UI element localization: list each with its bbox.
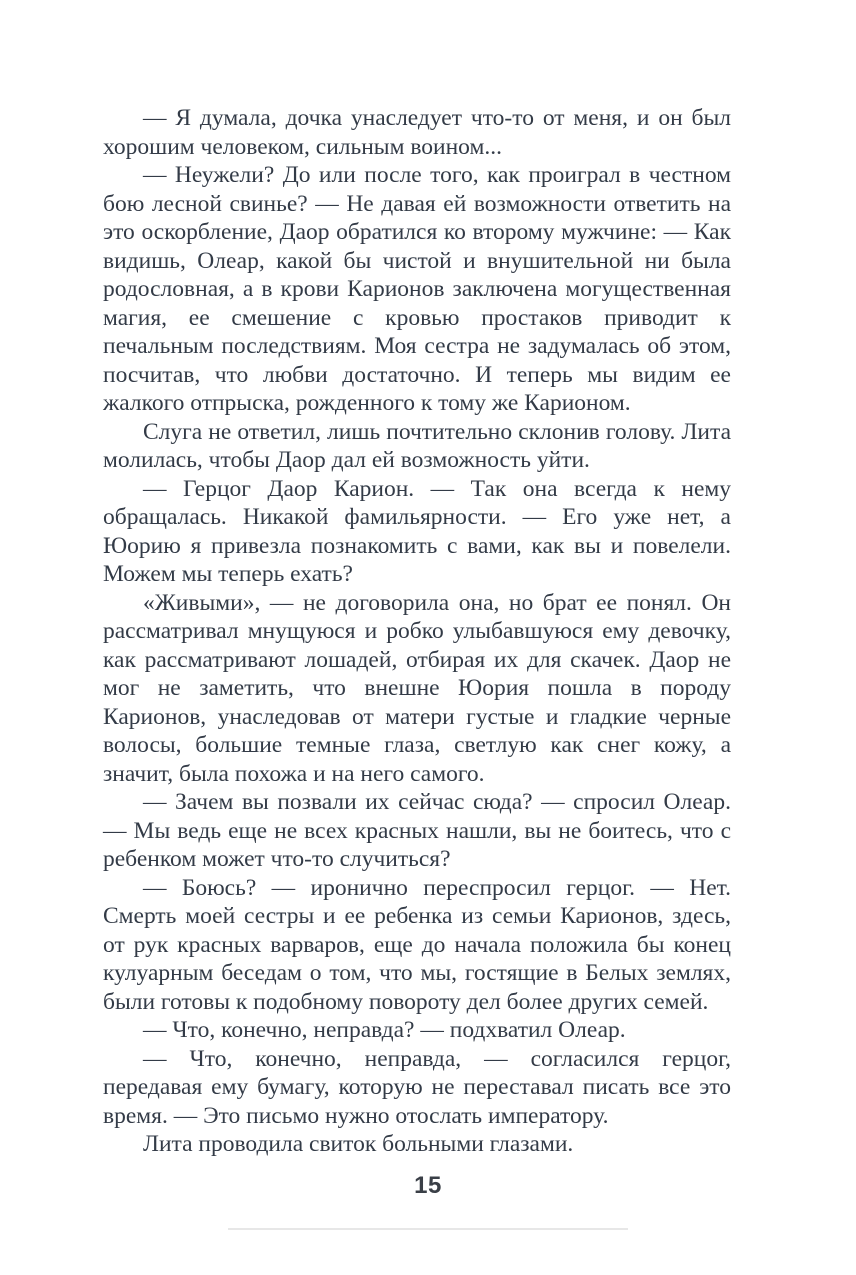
paragraph: «Живыми», — не договорила она, но брат ее понял. Он рассматривал мнущуюся и робко улыбавшуюся ему девочку, как рассматривают лошадей, отбирая их для скачек. Даор не мог не заметить, что внешне Юория пошла в породу Карионов, унаследовав от матери густые и гладкие черные волосы, большие темные глаза, светлую как снег кожу, а значит, была похожа и на него самого.: [103, 589, 731, 787]
paragraph: Лита проводила свиток больными глазами.: [143, 1131, 574, 1157]
page-footer: [0, 1172, 856, 1200]
footer-divider: [228, 1228, 628, 1230]
page-text-block: [103, 104, 731, 1159]
paragraph: — Боюсь? — иронично переспросил герцог. — Нет. Смерть моей сестры и ее ребенка из семьи Карионов, здесь, от рук красных варваров, еще до начала положила бы конец кулуарным беседам о том, что мы, гостящие в Белых землях, были готовы к подобному повороту дел более других семей.: [103, 874, 731, 1015]
paragraph: — Что, конечно, неправда? — подхватил Олеар.: [143, 1017, 626, 1043]
paragraph: — Неужели? До или после того, как проиграл в честном бою лесной свинье? — Не давая ей возможности ответить на это оскорбление, Даор обратился ко второму мужчине: — Как видишь, Олеар, какой бы чистой и внушительной ни была родословная, а в крови Карионов заключена могущественная магия, ее смешение с кровью простаков приводит к печальным последствиям. Моя сестра не задумалась об этом, посчитав, что любви достаточно. И теперь мы видим ее жалкого отпрыска, рожденного к тому же Карионом.: [103, 162, 731, 416]
paragraph: — Что, конечно, неправда, — согласился герцог, передавая ему бумагу, которую не переставал писать все это время. — Это письмо нужно отослать императору.: [103, 1045, 731, 1129]
paragraph: Слуга не ответил, лишь почтительно склонив голову. Лита молилась, чтобы Даор дал ей возможность уйти.: [103, 418, 731, 473]
page-number: 15: [414, 1172, 442, 1199]
paragraph: — Герцог Даор Карион. — Так она всегда к нему обращалась. Никакой фамильярности. — Его уже нет, а Юорию я привезла познакомить с вами, как вы и повелели. Можем мы теперь ехать?: [103, 475, 731, 587]
paragraph: — Зачем вы позвали их сейчас сюда? — спросил Олеар. — Мы ведь еще не всех красных нашли, вы не боитесь, что с ребенком может что-то случиться?: [103, 789, 731, 872]
paragraph: — Я думала, дочка унаследует что-то от меня, и он был хорошим человеком, сильным воином...: [103, 105, 731, 160]
